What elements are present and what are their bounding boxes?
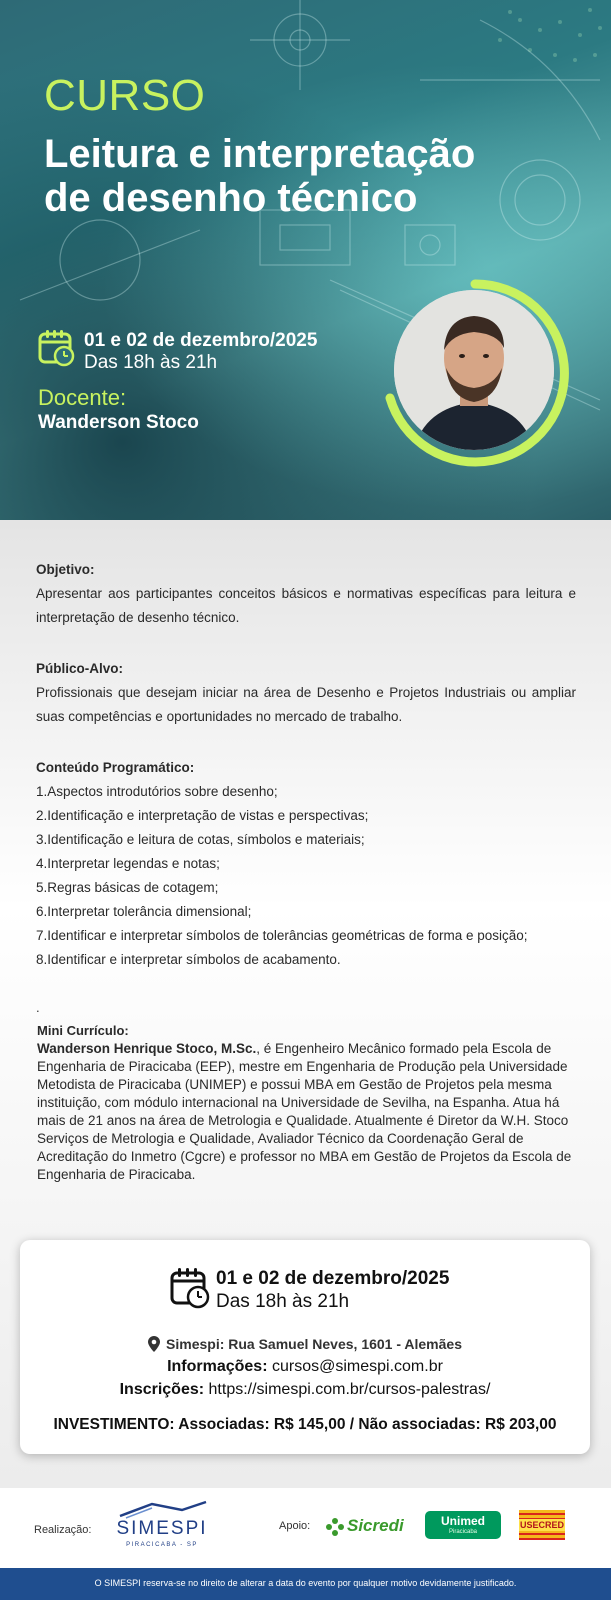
curriculo-title: Mini Currículo: (37, 1023, 129, 1038)
list-item: 6.Interpretar tolerância dimensional; (36, 904, 252, 919)
list-item: 3.Identificação e leitura de cotas, símbolos e materiais; (36, 832, 365, 847)
publico-section (36, 657, 576, 729)
curriculo-section (37, 1022, 577, 1184)
info-line (20, 1358, 590, 1376)
usecred-logo (519, 1510, 565, 1540)
unimed-logo (425, 1511, 501, 1539)
list-item: 4.Interpretar legendas e notas; (36, 856, 220, 871)
list-item: 5.Regras básicas de cotagem; (36, 880, 219, 895)
realizacao-label: Realização: (34, 1524, 92, 1536)
apoio-label: Apoio: (279, 1520, 311, 1532)
investimento-text: INVESTIMENTO: Associadas: R$ 145,00 / Não associadas: R$ 203,00 (53, 1416, 557, 1433)
simespi-logo (112, 1498, 212, 1558)
unimed-subtitle: Piracicaba (448, 1529, 477, 1535)
disclaimer-bar (0, 1568, 611, 1600)
card-time: Das 18h às 21h (216, 1291, 350, 1312)
course-title-line2: de desenho técnico (44, 176, 418, 220)
unimed-wordmark: Unimed (440, 1514, 485, 1528)
instructor-portrait (394, 290, 554, 450)
objetivo-text: Apresentar aos participantes conceitos básicos e normativas específicas para leitura e interpretação de desenho técnico. (36, 586, 576, 625)
hero-banner (0, 0, 611, 520)
calendar-clock-icon (38, 328, 76, 368)
course-title (44, 132, 564, 220)
conteudo-title: Conteúdo Programático: (36, 760, 195, 775)
publico-text: Profissionais que desejam iniciar na área de Desenho e Projetos Industriais ou ampliar suas competências e oportunidades no mercado de trabalho. (36, 685, 576, 724)
conteudo-section (36, 756, 576, 972)
sicredi-logo (325, 1514, 411, 1540)
simespi-roof-icon (112, 1498, 212, 1520)
docente-name: Wanderson Stoco (38, 412, 199, 433)
course-title-line1: Leitura e interpretação (44, 132, 476, 176)
inscricoes-line (20, 1381, 590, 1399)
card-schedule (170, 1266, 470, 1312)
instructor-photo (394, 290, 554, 450)
hero-date: 01 e 02 de dezembro/2025 (84, 330, 318, 351)
curriculo-name: Wanderson Henrique Stoco, M.Sc. (37, 1041, 257, 1056)
separator-dot: . (36, 1000, 40, 1015)
info-label: Informações: (167, 1358, 268, 1375)
inscricoes-label: Inscrições: (119, 1381, 205, 1398)
list-item: 1.Aspectos introdutórios sobre desenho; (36, 784, 278, 799)
event-info-card (20, 1240, 590, 1454)
address-text: Simespi: Rua Samuel Neves, 1601 - Alemães (166, 1336, 462, 1352)
publico-title: Público-Alvo: (36, 661, 123, 676)
sicredi-wordmark: Sicredi (347, 1516, 404, 1535)
event-address (20, 1336, 590, 1352)
info-email-link[interactable]: cursos@simespi.com.br (267, 1358, 443, 1375)
list-item: 8.Identificar e interpretar símbolos de acabamento. (36, 952, 341, 967)
simespi-wordmark: SIMESPI (116, 1518, 208, 1539)
objetivo-section (36, 558, 576, 630)
objetivo-title: Objetivo: (36, 562, 95, 577)
curriculo-body: , é Engenheiro Mecânico formado pela Escola de Engenharia de Piracicaba (EEP), mestre em Engenharia de Produção pela Universidade Metodista de Piracicaba (UNIMEP) e possui MBA em Gestão de Projetos pela mesma instituição, com módulo internacional na Universidade de Sevilha, na Espanha. Atua há mais de 21 anos na área de Metrologia e Qualidade. Atualmente é Diretor da W.H. Stoco Serviços de Metrologia e Qualidade, Avaliador Técnico da Coordenação Geral de Acreditação do Inmetro (Cgcre) e professor no MBA em Gestão de Projetos da Escola de Engenharia de Piracicaba. (37, 1041, 572, 1182)
card-date: 01 e 02 de dezembro/2025 (216, 1268, 450, 1289)
hero-time: Das 18h às 21h (84, 352, 218, 373)
docente-label: Docente: (38, 385, 127, 410)
disclaimer-text: O SIMESPI reserva-se no direito de alterar a data do evento por qualquer motivo devidamente justificado. (94, 1578, 517, 1588)
inscricoes-link[interactable]: https://simespi.com.br/cursos-palestras/ (204, 1381, 491, 1398)
simespi-subtitle: PIRACICABA - SP (126, 1542, 198, 1548)
sicredi-icon (325, 1517, 345, 1537)
course-kicker: CURSO (44, 71, 206, 120)
location-pin-icon (148, 1336, 160, 1352)
list-item: 2.Identificação e interpretação de vistas e perspectivas; (36, 808, 369, 823)
usecred-wordmark: USECRED (519, 1520, 564, 1530)
list-item: 7.Identificar e interpretar símbolos de tolerâncias geométricas de forma e posição; (36, 928, 528, 943)
calendar-clock-icon (170, 1266, 210, 1310)
curriculo-text (37, 1040, 577, 1184)
sponsors-footer (0, 1488, 611, 1568)
